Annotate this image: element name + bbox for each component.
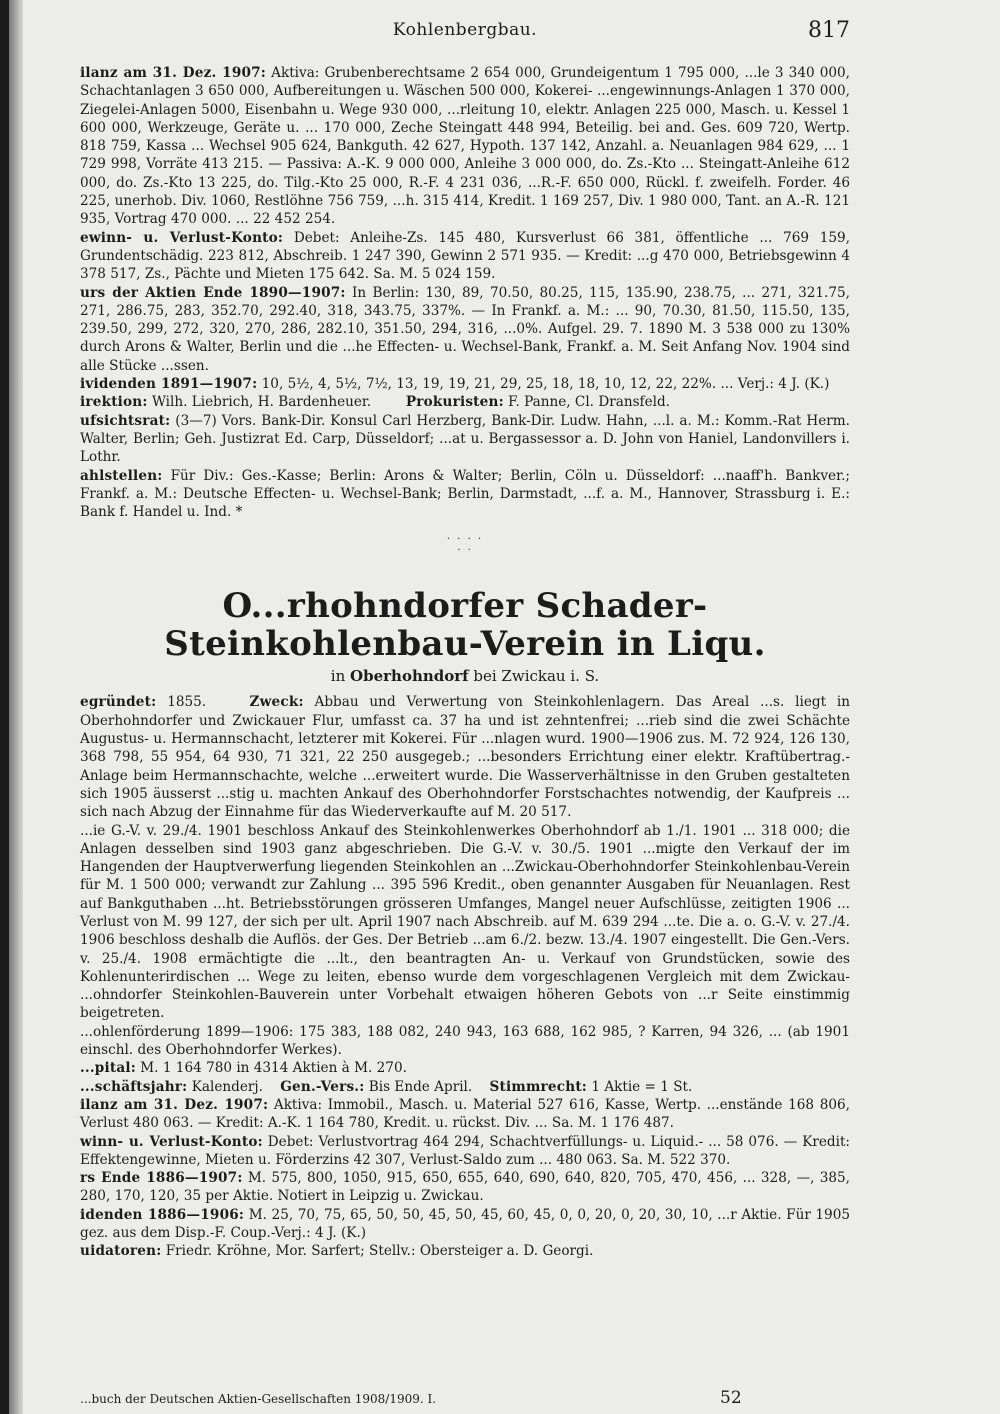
page-body (80, 64, 850, 1261)
share-price-label: urs der Aktien Ende 1890—1907: (80, 284, 346, 301)
supervisory-board-text: (3—7) Vors. Bank-Dir. Konsul Carl Herzberg, Bank-Dir. Ludw. Hahn, ...l. a. M.: Komm.-Rat Herm. Walter, Berlin; Geh. Justizrat Ed. Carp, Düsseldorf; ...at u. Bergassessor a. D. John von Haniel, Landonvillers i. Lothr. (80, 412, 850, 466)
dividends-paragraph (80, 375, 850, 393)
company-title: O...rhohndorfer Schader-Steinkohlenbau-Verein in Liqu. (164, 586, 766, 665)
supervisory-board-paragraph (80, 412, 850, 467)
dividends2-paragraph (80, 1206, 850, 1243)
paying-agents-paragraph (80, 467, 850, 522)
section-separator: . . . . . . (446, 531, 484, 554)
fiscal-year-text: Kalenderj. (191, 1078, 263, 1095)
supervisory-board-label: ufsichtsrat: (80, 412, 171, 429)
balance2-label: ilanz am 31. Dez. 1907: (80, 1096, 269, 1113)
procurists-label: Prokuristen: (405, 394, 504, 411)
profit-loss2-paragraph (80, 1133, 850, 1170)
share-price2-text: M. 575, 800, 1050, 915, 650, 655, 640, 690, 640, 820, 705, 470, 456, ... 328, —, 385, 280, 170, 120, 35 per Aktie. Notiert in Leipzig u. Zwickau. (80, 1170, 850, 1205)
company-subtitle (80, 667, 850, 685)
share-price-paragraph (80, 284, 850, 375)
share-price2-label: rs Ende 1886—1907: (80, 1170, 243, 1187)
capital-text: M. 1 164 780 in 4314 Aktien à M. 270. (140, 1060, 407, 1077)
share-price2-paragraph (80, 1169, 850, 1206)
liquidators-text: Friedr. Kröhne, Mor. Sarfert; Stellv.: Obersteiger a. D. Georgi. (165, 1243, 594, 1260)
footer-signature: 52 (720, 1388, 742, 1408)
fiscal-year-label: ...schäftsjahr: (80, 1078, 188, 1095)
management-label: irektion: (80, 394, 148, 411)
paying-agents-label: ahlstellen: (80, 467, 163, 484)
voting-right-text: 1 Aktie = 1 St. (591, 1078, 693, 1095)
founded-text: 1855. (167, 694, 207, 711)
balance2-text: Aktiva: Immobil., Masch. u. Material 527 616, Kasse, Wertp. ...enstände 168 806, Verlust 480 063. — Kredit: A.-K. 1 164 780, Kredit. u. rückst. Div. ... Sa. M. 1 176 487. (80, 1096, 851, 1132)
page-header (80, 18, 850, 48)
management-text: Wilh. Liebrich, H. Bardenheuer. (151, 394, 372, 411)
management-paragraph (80, 393, 850, 411)
subtitle-place: Oberhohndorf (350, 667, 469, 686)
binding-edge (0, 0, 9, 1414)
capital-paragraph (80, 1059, 850, 1077)
footer-source: ...buch der Deutschen Aktien-Gesellschaften 1908/1909. I. (80, 1392, 437, 1406)
liquidators-label: uidatoren: (80, 1243, 162, 1260)
share-price-text: In Berlin: 130, 89, 70.50, 80.25, 115, 135.90, 238.75, ... 271, 321.75, 271, 286.75, 283, 352.70, 292.40, 318, 343.75, 337%. — In Frankf. a. M.: ... 90, 70.30, 81.50, 115.50, 135, 239.50, 299, 272, 320, 270, 286, 282.10, 351.50, 294, 316, ...0%. Aufgel. 29. 7. 1890 M. 3 538 000 zu 130% durch Arons & Walter, Berlin und die ...he Effecten- u. Wechsel-Bank, Frankf. a. M. Seit Anfang Nov. 1904 sind alle Stücke ...ssen. (80, 284, 850, 374)
balance-label: ilanz am 31. Dez. 1907: (80, 65, 267, 81)
profit-loss2-text: Debet: Verlustvortrag 464 294, Schachtverfüllungs- u. Liquid.- ... 58 076. — Kredit: Effektengewinne, Mieten u. Förderzins 42 307, Verlust-Saldo zum ... 480 063. Sa. M. 522 370. (80, 1133, 850, 1168)
dividends2-text: M. 25, 70, 75, 65, 50, 50, 45, 50, 45, 60, 45, 0, 0, 20, 0, 20, 30, 10, ...r Aktie. Für 1905 gez. aus dem Disp.-F. Coup.-Verj.: 4 J. (K.) (80, 1206, 850, 1242)
profit-loss-label: ewinn- u. Verlust-Konto: (80, 229, 284, 246)
dividends-label: ividenden 1891—1907: (80, 376, 258, 393)
founded-purpose-paragraph (80, 693, 850, 821)
balance-text: Aktiva: Grubenberechtsame 2 654 000, Grundeigentum 1 795 000, ...le 3 340 000, Schachtanlagen 3 650 000, Aufbereitungen u. Wäschen 500 000, Kokerei- ...engewinnungs-Anlagen 1 370 000, Ziegelei-Anlagen 5000, Eisenbahn u. Wege 930 000, ...rleitung 10, elektr. Anlagen 225 000, Masch. u. Kessel 1 600 000, Werkzeuge, Geräte u. ... 170 000, Zeche Steingatt 448 994, Beteilig. bei and. Ges. 609 720, Wertp. 818 759, Kassa ... Wechsel 905 624, Bankguth. 42 627, Hypoth. 137 142, Anzahl. a. Neuanlagen 984 629, ... 1 729 998, Vorräte 413 215. — Passiva: A.-K. 9 000 000, Anleihe 3 000 000, do. Zs.-Kto ... Steingatt-Anleihe 612 000, do. Zs.-Kto 13 225, do. Tilg.-Kto 25 000, R.-F. 4 231 036, ...R.-F. 650 000, Rückl. f. zweifelh. Forder. 46 225, unerhob. Div. 1060, Restlöhne 756 759, ...h. 315 414, Kredit. 1 169 257, Div. 1 980 000, Tant. an A.-R. 121 935, Vortrag 470 000. ... 22 452 254. (80, 65, 850, 228)
founded-label: egründet: (80, 694, 157, 711)
dividends2-label: idenden 1886—1906: (80, 1206, 245, 1223)
subtitle-in: in (330, 667, 346, 686)
general-meeting-label: Gen.-Vers.: (280, 1078, 365, 1095)
profit-loss-text: Debet: Anleihe-Zs. 145 480, Kursverlust 66 381, öffentliche ... 769 159, Grundentschädig. 223 812, Abschreib. 1 247 390, Gewinn 2 571 935. — Kredit: ...g 470 000, Betriebsgewinn 4 378 517, Zs., Pächte und Mieten 175 642. Sa. M. 5 024 159. (80, 229, 850, 283)
purpose-text: Abbau und Verwertung von Steinkohlenlagern. Das Areal ...s. liegt in Oberhohndorfer und Zwickauer Flur, umfasst ca. 37 ha und ist zehntenfrei; ...rieb sind die zwei Schächte Augustus- u. Hermannschacht, letzterer mit Kokerei. Für ...nlagen wurd. 1900—1906 zus. M. 72 924, 126 130, 368 798, 55 954, 64 930, 71 321, 22 250 ausgegeb.; ...besonders Errichtung einer elektr. Kraftübertrag.-Anlage beim Hermannschachte, welche ...erweitert wurde. Die Wasserverhältnisse in den Gruben gestalteten sich 1905 äusserst ...stig u. machten Ankauf des Oberhohndorfer Forstschachtes notwendig, der Kaufpreis ... sich nach Abzug der Einnahme für das Wiederverkaufte auf M. 20 517. (80, 694, 850, 821)
general-meeting-text: Bis Ende April. (368, 1078, 473, 1095)
procurists-text: F. Panne, Cl. Dransfeld. (508, 394, 671, 411)
purpose-label: Zweck: (249, 694, 304, 711)
dividends-text: 10, 5½, 4, 5½, 7½, 13, 19, 19, 21, 29, 25, 18, 18, 10, 12, 22, 22%. ... Verj.: 4 J. (K.) (261, 376, 830, 393)
voting-right-label: Stimmrecht: (489, 1078, 588, 1095)
profit-loss-paragraph (80, 229, 850, 284)
history-paragraph: ...ie G.-V. v. 29./4. 1901 beschloss Ankauf des Steinkohlenwerkes Oberhohndorf ab 1./1. 1901 ... 318 000; die Anlagen desselben sind 1903 ganz abgeschrieben. Die G.-V. v. 30./5. 1901 ...migte den Verkauf der im Hangenden der Hauptverwerfung liegenden Steinkohlen an ...Zwickau-Oberhohndorfer Steinkohlenbau-Verein für M. 1 500 000; verwandt zur Zahlung ... 395 596 Kredit., oben genannter Ausgaben für Neuanlagen. Rest auf Bankguthaben ...ht. Betriebsstörungen grösseren Umfanges, Mangel neuer Aufschlüsse, zeitigten 1906 ... Verlust von M. 99 127, der sich per ult. April 1907 nach Abschreib. auf M. 639 294 ...te. Die a. o. G.-V. v. 27./4. 1906 beschloss deshalb die Auflös. der Ges. Der Betrieb ...am 6./2. bezw. 13./4. 1907 eingestellt. Die Gen.-Vers. v. 25./4. 1908 ermächtigte die ...lt., den beantragten An- u. Verkauf von Grundstücken, sowie des Kohlenunterirdischen ... Wege zu leiten, ebenso wurde dem vorgeschlagenen Vergleich mit dem Zwickau- ...ohndorfer Steinkohlen-Bauverein unter Vorbehalt etwaigen höheren Gebots von ...r Seite einstimmig beigetreten. (80, 822, 850, 1022)
paying-agents-text: Für Div.: Ges.-Kasse; Berlin: Arons & Walter; Berlin, Cöln u. Düsseldorf: ...naaff'h. Bankver.; Frankf. a. M.: Deutsche Effecten- u. Wechsel-Bank; Berlin, Darmstadt, ...f. a. M., Hannover, Strassburg i. E.: Bank f. Handel u. Ind. * (80, 467, 851, 521)
binding-shadow (9, 0, 23, 1414)
liquidators-paragraph (80, 1242, 850, 1260)
balance-paragraph (80, 64, 850, 229)
running-title: Kohlenbergbau. (392, 20, 538, 40)
balance2-paragraph (80, 1096, 850, 1133)
page-number: 817 (808, 18, 850, 43)
fiscal-year-paragraph (80, 1078, 850, 1096)
subtitle-location: bei Zwickau i. S. (473, 667, 600, 686)
capital-label: ...pital: (80, 1060, 136, 1077)
coal-output-paragraph: ...ohlenförderung 1899—1906: 175 383, 188 082, 240 943, 163 688, 162 985, ? Karren, 94 326, ... (ab 1901 einschl. des Oberhohndorfer Werkes). (80, 1023, 850, 1059)
profit-loss2-label: winn- u. Verlust-Konto: (80, 1133, 263, 1150)
